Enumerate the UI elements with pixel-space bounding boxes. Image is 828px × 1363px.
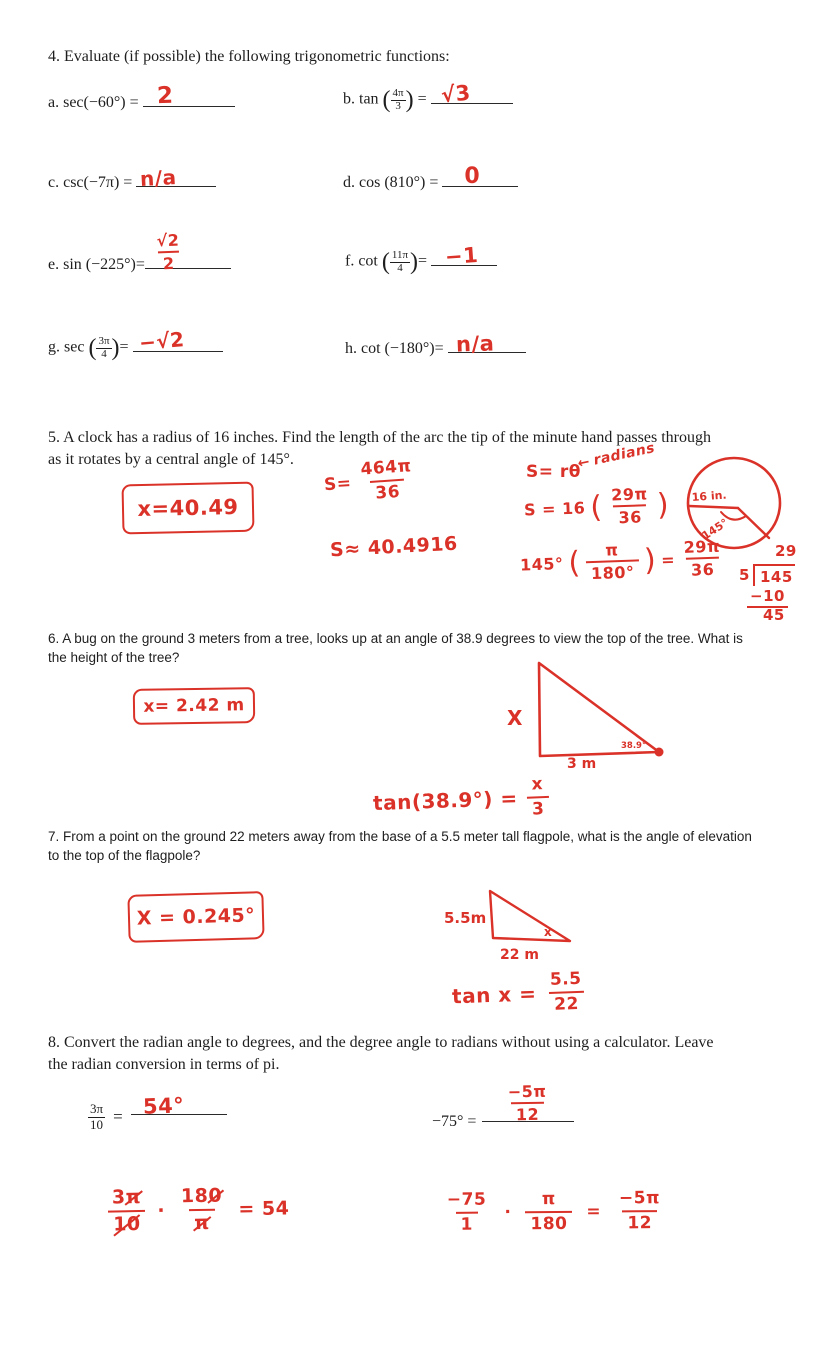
q5-sub-fraction: $\frac{29\pi}{36}$ (610, 484, 648, 528)
q4-part-e (48, 230, 231, 274)
flagpole-base-label: 22 m (500, 947, 539, 963)
q7-eq-fraction: $\frac{5.5}{22}$ (546, 970, 587, 1015)
q4g-prefix: g. sec (48, 338, 89, 356)
cancelled-zero: 0 (208, 1184, 223, 1207)
q6-text (48, 630, 793, 667)
clock-drawing (683, 455, 785, 555)
q5-text (48, 427, 788, 471)
q5-long-division (737, 542, 807, 624)
q5-s-approx: S≈ 40.4916 (329, 532, 459, 562)
ldiv-dividend: 145 (753, 564, 795, 586)
tree-triangle-drawing (497, 653, 677, 771)
q8-left-blank (131, 1093, 227, 1126)
flagpole-angle-label: x (544, 925, 552, 939)
bug-dot (655, 748, 664, 757)
q8-right-answer-fraction: $\frac{-5\pi}{12}$ (508, 1081, 548, 1125)
q4d-blank (442, 164, 518, 192)
q6-eq-fraction: $\frac{x}{3}$ (526, 775, 550, 820)
q4c-prefix: c. csc(−7π) = (48, 174, 137, 191)
q5-sub-paren-open: ( (589, 490, 604, 526)
q4g-fraction: $\frac{3\pi}{4}$ (98, 335, 110, 360)
q4g-answer: −√2 (137, 326, 186, 355)
q8-left-part (88, 1093, 227, 1133)
flagpole-height-label: 5.5m (444, 909, 487, 927)
q5-conv-paren-close: ) (643, 543, 657, 579)
q8wl-fraction1: $\frac{3\pi}{10}$ (108, 1187, 146, 1236)
q7-text-line2: to the top of the flagpole? (48, 847, 201, 863)
ldiv-divisor: 5 (739, 566, 750, 584)
q8-right-blank (482, 1081, 574, 1131)
q4b-blank (431, 80, 513, 109)
clock-radius-label: 16 in. (691, 488, 728, 504)
tree-angle-label: 38.9° (621, 741, 647, 751)
q7-text-line1: 7. From a point on the ground 22 meters away from the base of a 5.5 meter tall flagpole, what is the angle of elevation (48, 829, 752, 844)
clock-angle-label: 145° (699, 516, 731, 543)
q4-part-d (343, 164, 518, 192)
q5-substitution (523, 484, 670, 531)
q5-s-fraction: $\frac{464\pi}{36}$ (359, 456, 413, 504)
q4-title: 4. Evaluate (if possible) the following trigonometric functions: (48, 48, 450, 65)
q4b-fraction: $\frac{4\pi}{3}$ (392, 87, 404, 112)
q4a-answer: 2 (156, 82, 174, 110)
q8-work-right (443, 1189, 665, 1235)
q4-part-c (48, 165, 216, 192)
q4f-paren-close: ) (410, 249, 419, 276)
q5-conv-result-fraction: $\frac{29\pi}{36}$ (683, 536, 721, 580)
q4-part-a (48, 82, 235, 112)
q4e-prefix: e. sin (−225°)= (48, 256, 145, 273)
q8-text-line2: the radian conversion in terms of pi. (48, 1056, 280, 1074)
cancelled-pi: π (125, 1186, 142, 1209)
q5-formula: S= rθ (526, 462, 581, 482)
clock-minute-hand-line (738, 508, 769, 538)
q8-text-line1: 8. Convert the radian angle to degrees, and the degree angle to radians without using a calculator. Leave (48, 1034, 714, 1051)
flagpole-triangle (490, 891, 570, 941)
q4g-paren-open: ( (88, 335, 97, 362)
tree-base-label: 3 m (567, 756, 597, 771)
q4e-blank (145, 230, 231, 274)
q4e-answer-fraction: $\frac{√2}{2}$ (156, 230, 180, 274)
q5-conv-paren-open: ( (567, 545, 582, 582)
q8-text (48, 1032, 788, 1076)
q4b-answer: √3 (439, 80, 472, 108)
q4f-eq: = (418, 252, 432, 270)
q5-conv-lhs: 145° (519, 554, 564, 575)
q4f-answer: −1 (444, 242, 480, 269)
q4b-paren-close: ) (405, 87, 414, 114)
q5-answer-box (121, 482, 254, 535)
ldiv-remainder: 45 (763, 606, 785, 624)
q6-equation (372, 775, 549, 825)
q6-answer-box (133, 687, 255, 725)
q8wl-fraction2: $\frac{180}{\pi}$ (180, 1184, 223, 1234)
q4f-prefix: f. cot (345, 252, 382, 270)
q4c-answer: n/a (139, 165, 178, 191)
q5-conv-eq: = (660, 550, 676, 571)
q5-text-line1: 5. A clock has a radius of 16 inches. Find the length of the arc the tip of the minute hand passes through (48, 429, 711, 446)
q8wr-dot: · (504, 1202, 512, 1223)
q5-s-equation (323, 457, 418, 507)
q5-sub-paren-close: ) (656, 487, 670, 524)
q4g-blank (133, 326, 223, 357)
q7-answer-box (127, 891, 264, 943)
q4g-paren-close: ) (111, 335, 120, 362)
q8wr-result-fraction: $\frac{-5\pi}{12}$ (618, 1188, 661, 1233)
q8-left-answer: 54° (142, 1093, 185, 1120)
q8wr-fraction1: $\frac{-75}{1}$ (446, 1189, 487, 1235)
q4h-answer: n/a (455, 331, 495, 357)
left-arrow-icon: ← (576, 453, 592, 473)
q4-part-g (48, 326, 223, 362)
tree-height-label: X (507, 706, 523, 730)
cancelled-ten: 10 (113, 1212, 141, 1236)
q4d-prefix: d. cos (810°) = (343, 174, 443, 191)
q6-text-line1: 6. A bug on the ground 3 meters from a tree, looks up at an angle of 38.9 degrees to view the top of the tree. What is (48, 631, 743, 646)
q4-part-b (343, 80, 513, 114)
q7-text (48, 828, 793, 865)
cancelled-pi-den: π (194, 1211, 210, 1234)
q8-right-prefix: −75° = (432, 1113, 477, 1130)
q8-right-part (432, 1081, 574, 1131)
flagpole-triangle-drawing (438, 883, 608, 963)
q4-part-f (345, 242, 497, 276)
q6-eq-lhs: tan(38.9°) = (372, 786, 519, 816)
q4a-blank (143, 82, 235, 112)
q4b-paren-open: ( (382, 87, 391, 114)
q4h-prefix: h. cot (−180°)= (345, 340, 448, 357)
q4b-prefix: b. tan (343, 90, 383, 108)
q8-left-eq: = (113, 1107, 123, 1127)
q4f-paren-open: ( (381, 249, 390, 276)
ldiv-subtraction: −10 (747, 587, 788, 608)
q8-left-fraction: $\frac{3\pi}{10}$ (90, 1101, 104, 1132)
q8wr-eq: = (586, 1201, 602, 1222)
q5-radians-label: radians (592, 439, 657, 469)
q4a-prefix: a. sec(−60°) = (48, 94, 143, 111)
q5-s-lhs: S= (323, 473, 353, 496)
q4h-blank (448, 331, 526, 358)
q8wl-result: = 54 (238, 1197, 290, 1221)
q4-part-h (345, 331, 526, 358)
clock-radius-line (689, 506, 738, 508)
ldiv-quotient: 29 (775, 542, 797, 560)
q6-boxed-answer: x= 2.42 m (143, 695, 245, 717)
q4f-blank (431, 242, 497, 271)
q5-sub-lhs: S = 16 (523, 498, 586, 520)
q5-text-line2: as it rotates by a central angle of 145°. (48, 451, 294, 469)
q4c-blank (136, 165, 216, 192)
q4b-eq: = (413, 90, 431, 108)
q6-text-line2: the height of the tree? (48, 649, 180, 665)
q5-boxed-answer: x=40.49 (137, 494, 239, 522)
q7-eq-lhs: tan x = (451, 981, 537, 1009)
q8wr-fraction2: $\frac{\pi}{180}$ (525, 1190, 572, 1235)
q7-boxed-answer: X = 0.245° (136, 904, 256, 930)
q7-equation (451, 970, 586, 1019)
q4f-fraction: $\frac{11\pi}{4}$ (391, 249, 409, 274)
q8-work-left (108, 1184, 290, 1236)
q8wl-dot: · (157, 1199, 166, 1223)
q5-conv-fraction: $\frac{\pi}{180^\circ}$ (585, 540, 640, 584)
q4g-eq: = (119, 338, 133, 356)
q4d-answer: 0 (464, 164, 481, 189)
